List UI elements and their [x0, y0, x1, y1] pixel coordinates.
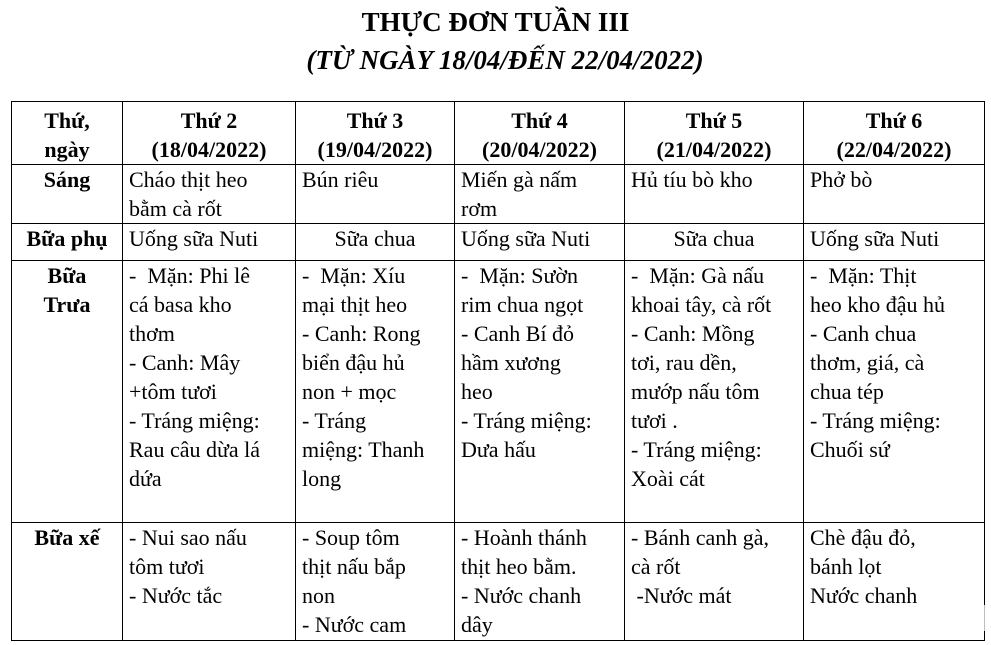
- row-label: Sáng: [12, 165, 123, 224]
- meal-line: mướp nấu tôm: [631, 379, 760, 404]
- row-label-line: Bữa: [47, 263, 87, 288]
- meal-cell: [123, 523, 296, 641]
- meal-line: hầm xương: [461, 350, 561, 375]
- meal-line: tươi .: [631, 408, 678, 433]
- meal-line: - Canh: Mồng: [631, 321, 755, 346]
- meal-line: heo: [461, 379, 493, 404]
- meal-line: - Mặn: Gà nấu: [631, 263, 765, 288]
- meal-line: Chè đậu đỏ,: [810, 525, 916, 550]
- row-label: [12, 261, 123, 523]
- meal-cell: Sữa chua: [625, 224, 804, 261]
- meal-line: bánh lọt: [810, 554, 882, 579]
- meal-line: miệng: Thanh: [302, 437, 425, 462]
- meal-line: - Nước tắc: [129, 583, 223, 608]
- meal-cell: [804, 165, 985, 224]
- meal-line: tơi, rau dền,: [631, 350, 737, 375]
- meal-cell: [455, 165, 625, 224]
- corner-line: Thứ,: [44, 108, 90, 133]
- meal-line: Hủ tíu bò kho: [631, 167, 753, 192]
- meal-line: - Tráng: [302, 408, 367, 433]
- meal-line: biển đậu hủ: [302, 350, 405, 375]
- meal-line: - Tráng miệng:: [461, 408, 592, 433]
- table-row-bua-trua: [12, 261, 985, 523]
- meal-line: Bún riêu: [302, 167, 379, 192]
- meal-line: - Mặn: Thịt: [810, 263, 917, 288]
- day-header: [296, 102, 455, 165]
- meal-line: Miến gà nấm: [461, 167, 578, 192]
- meal-cell: [625, 523, 804, 641]
- meal-line: - Canh chua: [810, 321, 917, 346]
- meal-line: Phở bò: [810, 167, 873, 192]
- day-header: [625, 102, 804, 165]
- meal-line: cà rốt: [631, 554, 681, 579]
- day-date: (22/04/2022): [836, 137, 952, 162]
- meal-line: Xoài cát: [631, 466, 705, 491]
- row-label: Bữa phụ: [12, 224, 123, 261]
- meal-cell: [123, 165, 296, 224]
- meal-line: - Nước cam: [302, 612, 407, 637]
- corner-header: [12, 102, 123, 165]
- meal-cell: [455, 261, 625, 523]
- meal-cell: Uống sữa Nuti: [123, 224, 296, 261]
- meal-line: bằm cà rốt: [129, 196, 222, 221]
- meal-cell: [123, 261, 296, 523]
- meal-line: - Tráng miệng:: [129, 408, 260, 433]
- page-edge-mark: [984, 605, 991, 631]
- meal-line: - Canh: Rong: [302, 321, 421, 346]
- day-header: [804, 102, 985, 165]
- header-row: [12, 102, 985, 165]
- meal-line: - Hoành thánh: [461, 525, 587, 550]
- meal-cell: [804, 523, 985, 641]
- meal-line: - Nui sao nấu: [129, 525, 247, 550]
- row-label-line: Trưa: [43, 292, 91, 317]
- meal-line: Nước chanh: [810, 583, 918, 608]
- meal-cell: Uống sữa Nuti: [455, 224, 625, 261]
- meal-cell: [804, 261, 985, 523]
- meal-line: - Mặn: Phi lê: [129, 263, 250, 288]
- meal-line: - Mặn: Xíu: [302, 263, 406, 288]
- day-header: [455, 102, 625, 165]
- meal-line: +tôm tươi: [129, 379, 217, 404]
- meal-line: cá basa kho: [129, 292, 232, 317]
- meal-line: - Tráng miệng:: [810, 408, 941, 433]
- meal-cell: [296, 261, 455, 523]
- meal-line: non: [302, 583, 335, 608]
- meal-line: Chuối sứ: [810, 437, 890, 462]
- page-title: THỰC ĐƠN TUẦN III: [361, 7, 630, 37]
- day-name: Thứ 3: [346, 108, 404, 133]
- meal-line: - Soup tôm: [302, 525, 400, 550]
- meal-line: Rau câu dừa lá: [129, 437, 261, 462]
- day-name: Thứ 4: [511, 108, 568, 133]
- meal-line: Dưa hấu: [461, 437, 536, 462]
- meal-cell: [455, 523, 625, 641]
- meal-line: khoai tây, cà rốt: [631, 292, 772, 317]
- meal-line: thịt nấu bắp: [302, 554, 406, 579]
- day-date: (18/04/2022): [151, 137, 267, 162]
- meal-line: chua tép: [810, 379, 884, 404]
- corner-line: ngày: [44, 137, 90, 162]
- meal-line: - Canh Bí đỏ: [461, 321, 575, 346]
- meal-line: thơm, giá, cà: [810, 350, 925, 375]
- meal-line: - Tráng miệng:: [631, 437, 762, 462]
- day-name: Thứ 2: [180, 108, 238, 133]
- meal-line: heo kho đậu hủ: [810, 292, 946, 317]
- meal-line: non + mọc: [302, 379, 397, 404]
- meal-cell: Uống sữa Nuti: [804, 224, 985, 261]
- meal-cell: Sữa chua: [296, 224, 455, 261]
- meal-cell: [296, 523, 455, 641]
- meal-line: - Nước chanh: [461, 583, 582, 608]
- date-range-subtitle: (TỪ NGÀY 18/04/ĐẾN 22/04/2022): [306, 45, 704, 75]
- table-row-bua-xe: [12, 523, 985, 641]
- meal-line: thịt heo bằm.: [461, 554, 577, 579]
- meal-line: long: [302, 466, 342, 491]
- meal-line: - Bánh canh gà,: [631, 525, 770, 550]
- meal-line: rơm: [461, 196, 498, 221]
- meal-line: - Canh: Mây: [129, 350, 241, 375]
- day-header: [123, 102, 296, 165]
- meal-cell: [296, 165, 455, 224]
- meal-cell: [625, 261, 804, 523]
- meal-line: rim chua ngọt: [461, 292, 584, 317]
- day-name: Thứ 6: [865, 108, 923, 133]
- table-row-bua-phu: [12, 224, 985, 261]
- day-date: (20/04/2022): [482, 137, 597, 162]
- meal-line: -Nước mát: [631, 583, 732, 608]
- meal-line: tôm tươi: [129, 554, 205, 579]
- day-date: (21/04/2022): [656, 137, 772, 162]
- meal-line: mại thịt heo: [302, 292, 408, 317]
- weekly-menu-table: [11, 101, 985, 641]
- day-date: (19/04/2022): [317, 137, 433, 162]
- row-label: Bữa xế: [12, 523, 123, 641]
- meal-line: dây: [461, 612, 493, 637]
- day-name: Thứ 5: [685, 108, 743, 133]
- meal-line: Cháo thịt heo: [129, 167, 248, 192]
- meal-cell: [625, 165, 804, 224]
- meal-line: thơm: [129, 321, 175, 346]
- meal-line: dứa: [129, 466, 162, 491]
- table-row-sang: [12, 165, 985, 224]
- meal-line: - Mặn: Sườn: [461, 263, 579, 288]
